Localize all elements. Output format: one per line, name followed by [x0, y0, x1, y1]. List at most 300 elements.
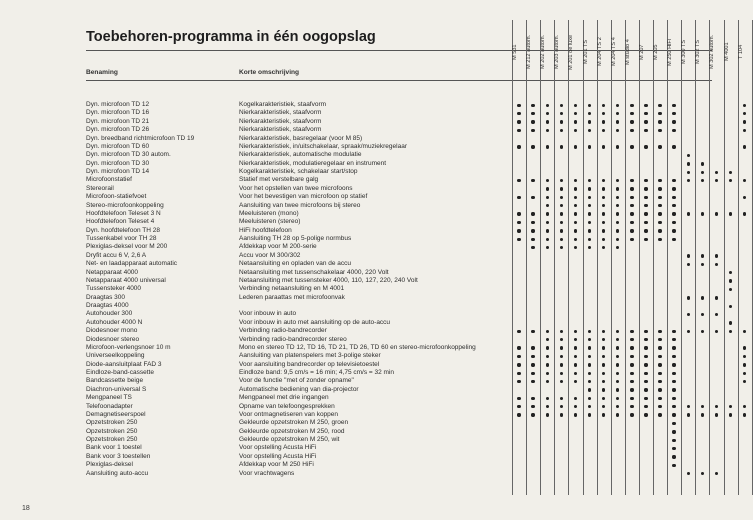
- compatibility-dot: [588, 179, 591, 182]
- compatibility-dot: [602, 380, 605, 383]
- compatibility-dot: [658, 112, 661, 115]
- compatibility-dot: [658, 120, 661, 123]
- compatibility-dot: [602, 120, 605, 123]
- accessory-description: HiFi hoofdtelefoon: [239, 226, 292, 234]
- compatibility-dot: [644, 380, 647, 383]
- compatibility-dot: [546, 397, 549, 400]
- compatibility-dot: [743, 104, 746, 107]
- table-row: [86, 126, 712, 134]
- accessory-description: Mengpaneel met drie ingangen: [239, 394, 329, 402]
- compatibility-dot: [574, 330, 577, 333]
- compatibility-dot: [729, 171, 732, 174]
- compatibility-dot: [531, 196, 534, 199]
- accessory-name: Dyn. microfoon TD 30: [86, 159, 150, 167]
- compatibility-dot: [616, 238, 619, 241]
- accessory-description: Voor ontmagnetiseren van koppen: [239, 410, 339, 418]
- compatibility-dot: [560, 212, 563, 215]
- compatibility-dot: [672, 187, 675, 190]
- accessory-description: Netaansluiting en opladen van de accu: [239, 260, 352, 268]
- accessory-description: Meeluisteren (stereo): [239, 218, 301, 226]
- compatibility-dot: [531, 238, 534, 241]
- accessory-name: Dyn. microfoon TD 14: [86, 168, 150, 175]
- compatibility-dot: [672, 388, 675, 391]
- compatibility-dot: [672, 363, 675, 366]
- compatibility-dot: [588, 129, 591, 132]
- compatibility-dot: [672, 355, 675, 358]
- compatibility-dot: [715, 296, 718, 299]
- table-row: [86, 260, 712, 268]
- compatibility-dot: [672, 196, 675, 199]
- accessory-description: Lederen paraattas met microfoonvak: [239, 293, 345, 301]
- compatibility-dot: [630, 363, 633, 366]
- compatibility-dot: [630, 179, 633, 182]
- table-row: [86, 419, 712, 427]
- compatibility-dot: [574, 120, 577, 123]
- compatibility-dot: [658, 238, 661, 241]
- compatibility-dot: [701, 413, 704, 416]
- compatibility-dot: [546, 187, 549, 190]
- accessory-description: Statief met verstelbare galg: [239, 176, 319, 184]
- compatibility-dot: [644, 129, 647, 132]
- compatibility-dot: [588, 397, 591, 400]
- accessory-name: Plexiglas-deksel voor M 200: [86, 243, 168, 251]
- compatibility-dot: [602, 104, 605, 107]
- compatibility-dot: [588, 112, 591, 115]
- model-header: M 201 TS: [582, 39, 589, 65]
- accessory-name: Autohouder 4000 N: [86, 318, 143, 326]
- table-row: [86, 428, 712, 436]
- compatibility-dot: [729, 405, 732, 408]
- table-row: [86, 461, 712, 469]
- compatibility-dot: [729, 271, 732, 274]
- compatibility-dot: [701, 263, 704, 266]
- compatibility-dot: [630, 187, 633, 190]
- table-row: [86, 176, 712, 184]
- compatibility-dot: [630, 129, 633, 132]
- accessory-description: Voor opstelling Acusta HiFi: [239, 452, 317, 460]
- compatibility-dot: [658, 355, 661, 358]
- compatibility-dot: [574, 145, 577, 148]
- compatibility-dot: [574, 238, 577, 241]
- compatibility-dot: [715, 313, 718, 316]
- compatibility-dot: [531, 120, 534, 123]
- accessory-description: Eindloze band: 9,5 cm/s = 16 min; 4,75 cm/s = 32 min: [239, 369, 394, 376]
- table-row: [86, 369, 712, 377]
- compatibility-dot: [517, 405, 520, 408]
- compatibility-dot: [588, 355, 591, 358]
- compatibility-dot: [560, 330, 563, 333]
- compatibility-dot: [602, 179, 605, 182]
- compatibility-dot: [602, 229, 605, 232]
- compatibility-dot: [588, 104, 591, 107]
- compatibility-dot: [574, 204, 577, 207]
- page-number: 18: [22, 505, 30, 512]
- accessory-name: Diode-aansluitplaat FAD 3: [86, 360, 162, 368]
- compatibility-dot: [687, 162, 690, 165]
- compatibility-dot: [658, 397, 661, 400]
- compatibility-dot: [531, 112, 534, 115]
- accessory-name: Eindloze-band-cassette: [86, 369, 154, 376]
- compatibility-dot: [560, 129, 563, 132]
- compatibility-dot: [687, 313, 690, 316]
- table-row: [86, 386, 712, 394]
- model-header: M 207: [638, 44, 645, 60]
- table-row: [86, 277, 712, 285]
- compatibility-dot: [644, 196, 647, 199]
- compatibility-dot: [588, 246, 591, 249]
- compatibility-dot: [531, 397, 534, 400]
- compatibility-dot: [546, 204, 549, 207]
- compatibility-dot: [560, 196, 563, 199]
- accessory-name: Aansluiting auto-accu: [86, 469, 149, 477]
- accessory-description: Kogelkarakteristiek, staafvorm: [239, 101, 327, 108]
- accessory-name: Universeelkoppeling: [86, 352, 145, 360]
- compatibility-dot: [743, 355, 746, 358]
- table-row: [86, 235, 712, 243]
- compatibility-dot: [672, 413, 675, 416]
- accessory-name: Demagnetiseerspoel: [86, 410, 146, 418]
- accessory-description: Verbinding radio-bandrecorder stereo: [239, 335, 347, 343]
- compatibility-dot: [560, 104, 563, 107]
- compatibility-dot: [743, 196, 746, 199]
- compatibility-dot: [517, 229, 520, 232]
- accessory-description: Verbinding radio-bandrecorder: [239, 327, 327, 335]
- accessory-name: Mengpaneel TS: [86, 394, 132, 402]
- compatibility-dot: [630, 238, 633, 241]
- compatibility-dot: [687, 254, 690, 257]
- accessory-description: Afdekkap voor M 250 HiFi: [239, 461, 314, 469]
- compatibility-dot: [672, 120, 675, 123]
- table-row: [86, 444, 712, 452]
- compatibility-dot: [588, 338, 591, 341]
- model-header: M 202 autom.: [540, 34, 547, 70]
- compatibility-dot: [658, 338, 661, 341]
- accessory-name: Opzetstroken 250: [86, 436, 138, 443]
- compatibility-dot: [517, 238, 520, 241]
- accessory-name: Dryfit accu 6 V, 2,6 A: [86, 251, 147, 259]
- compatibility-dot: [560, 187, 563, 190]
- compatibility-dot: [560, 221, 563, 224]
- model-header: M 300 TS: [681, 39, 688, 65]
- compatibility-dot: [560, 397, 563, 400]
- table-row: [86, 436, 712, 444]
- compatibility-dot: [546, 212, 549, 215]
- compatibility-dot: [672, 212, 675, 215]
- accessory-description: Aansluiting van platenspelers met 3-polige steker: [239, 352, 381, 360]
- compatibility-dot: [574, 346, 577, 349]
- accessory-name: Dyn. microfoon TD 60: [86, 142, 150, 150]
- table-row: [86, 344, 712, 352]
- accessory-name: Bank voor 3 toestellen: [86, 452, 151, 460]
- compatibility-dot: [574, 187, 577, 190]
- table-row: [86, 269, 712, 277]
- compatibility-dot: [630, 346, 633, 349]
- compatibility-dot: [644, 179, 647, 182]
- compatibility-dot: [729, 305, 732, 308]
- compatibility-dot: [658, 221, 661, 224]
- compatibility-dot: [574, 397, 577, 400]
- page-title: Toebehoren-programma in één oogopslag: [86, 29, 376, 45]
- compatibility-dot: [616, 346, 619, 349]
- accessory-description: Voor inbouw in auto met aansluiting op de auto-accu: [239, 318, 391, 326]
- accessory-name: Telefoonadapter: [86, 402, 133, 410]
- accessory-description: Nierkarakteristiek, modulatieregelaar en instrument: [239, 159, 387, 167]
- accessory-description: Nierkarakteristiek, staafvorm: [239, 117, 322, 125]
- table-row: [86, 411, 712, 419]
- model-header: M 203 autom.: [554, 34, 561, 70]
- compatibility-dot: [658, 104, 661, 107]
- table-row: [86, 252, 712, 260]
- compatibility-dot: [616, 405, 619, 408]
- compatibility-dot: [701, 330, 704, 333]
- compatibility-dot: [630, 229, 633, 232]
- compatibility-dot: [588, 229, 591, 232]
- table-row: [86, 403, 712, 411]
- table-row: [86, 185, 712, 193]
- compatibility-dot: [602, 346, 605, 349]
- model-header: M 250 HiFi: [667, 38, 674, 66]
- compatibility-dot: [531, 372, 534, 375]
- compatibility-dot: [729, 279, 732, 282]
- compatibility-dot: [715, 171, 718, 174]
- compatibility-dot: [672, 380, 675, 383]
- compatibility-dot: [743, 372, 746, 375]
- compatibility-dot: [644, 212, 647, 215]
- compatibility-dot: [560, 346, 563, 349]
- compatibility-dot: [560, 179, 563, 182]
- accessory-name: Dyn. breedband richtmicrofoon TD 19: [86, 134, 195, 142]
- compatibility-dot: [602, 129, 605, 132]
- accessory-name: Net- en laadapparaat automatic: [86, 260, 178, 268]
- compatibility-dot: [672, 204, 675, 207]
- accessory-description: Nierkarakteristiek, in/uitschakelaar, spraak/muziekregelaar: [239, 142, 407, 150]
- accessory-description: Voor vrachtwagens: [239, 469, 295, 477]
- compatibility-dot: [574, 413, 577, 416]
- table-row: [86, 168, 712, 176]
- model-header: M 204 TS 2: [596, 37, 603, 67]
- compatibility-dot: [574, 405, 577, 408]
- column-header-description: Korte omschrijving: [239, 69, 300, 76]
- compatibility-dot: [672, 455, 675, 458]
- accessory-name: Dyn. microfoon TD 12: [86, 101, 150, 108]
- compatibility-dot: [644, 112, 647, 115]
- accessory-description: Voor de functie "met of zonder opname": [239, 377, 354, 385]
- compatibility-dot: [574, 372, 577, 375]
- table-row: [86, 302, 712, 310]
- compatibility-dot: [602, 330, 605, 333]
- table-row: [86, 453, 712, 461]
- model-header: M 212 autom.: [526, 34, 533, 70]
- compatibility-dot: [517, 346, 520, 349]
- compatibility-dot: [531, 405, 534, 408]
- compatibility-dot: [644, 221, 647, 224]
- compatibility-dot: [644, 346, 647, 349]
- column-rule: [724, 20, 725, 495]
- table-row: [86, 109, 712, 117]
- accessory-description: Nierkarakteristiek, automatische modulatie: [239, 151, 362, 159]
- compatibility-dot: [630, 355, 633, 358]
- accessory-description: Accu voor M 300/302: [239, 251, 301, 259]
- compatibility-dot: [602, 405, 605, 408]
- compatibility-dot: [715, 179, 718, 182]
- compatibility-dot: [531, 129, 534, 132]
- compatibility-dot: [588, 363, 591, 366]
- accessory-description: Netaansluiting met tussenschakelaar 4000, 220 Volt: [239, 268, 389, 276]
- compatibility-dot: [672, 372, 675, 375]
- compatibility-dot: [644, 145, 647, 148]
- compatibility-dot: [658, 212, 661, 215]
- compatibility-dot: [630, 212, 633, 215]
- compatibility-dot: [687, 330, 690, 333]
- compatibility-dot: [602, 187, 605, 190]
- compatibility-dot: [616, 246, 619, 249]
- compatibility-dot: [687, 154, 690, 157]
- table-row: [86, 327, 712, 335]
- table-row: [86, 160, 712, 168]
- compatibility-dot: [729, 413, 732, 416]
- compatibility-dot: [701, 405, 704, 408]
- compatibility-dot: [560, 363, 563, 366]
- compatibility-dot: [546, 346, 549, 349]
- compatibility-dot: [743, 145, 746, 148]
- compatibility-dot: [616, 221, 619, 224]
- accessory-name: Microfoonstatief: [86, 176, 132, 184]
- compatibility-dot: [672, 129, 675, 132]
- compatibility-dot: [588, 120, 591, 123]
- compatibility-dot: [743, 330, 746, 333]
- compatibility-dot: [644, 405, 647, 408]
- compatibility-dot: [588, 372, 591, 375]
- compatibility-dot: [687, 413, 690, 416]
- table-row: [86, 243, 712, 251]
- compatibility-dot: [602, 246, 605, 249]
- compatibility-dot: [743, 405, 746, 408]
- compatibility-dot: [658, 179, 661, 182]
- compatibility-dot: [658, 204, 661, 207]
- compatibility-dot: [672, 330, 675, 333]
- accessory-description: Verbinding netaansluiting en M 4001: [239, 285, 345, 293]
- compatibility-dot: [644, 187, 647, 190]
- compatibility-dot: [630, 413, 633, 416]
- compatibility-dot: [672, 464, 675, 467]
- compatibility-dot: [729, 212, 732, 215]
- accessory-description: Netaansluiting met tussensteker 4000, 110, 127, 220, 240 Volt: [239, 276, 418, 284]
- compatibility-dot: [546, 120, 549, 123]
- compatibility-dot: [672, 430, 675, 433]
- compatibility-dot: [560, 112, 563, 115]
- compatibility-dot: [644, 413, 647, 416]
- compatibility-dot: [531, 104, 534, 107]
- compatibility-dot: [701, 313, 704, 316]
- compatibility-dot: [658, 129, 661, 132]
- compatibility-dot: [630, 104, 633, 107]
- compatibility-dot: [546, 330, 549, 333]
- compatibility-dot: [517, 196, 520, 199]
- accessory-name: Dyn. microfoon TD 21: [86, 117, 150, 125]
- accessory-name: Hoofdtelefoon Teleset 3 N: [86, 209, 161, 217]
- compatibility-dot: [517, 212, 520, 215]
- compatibility-dot: [531, 413, 534, 416]
- accessory-name: Opzetstroken 250: [86, 419, 138, 427]
- compatibility-dot: [658, 405, 661, 408]
- accessory-name: Dyn. microfoon TD 26: [86, 126, 150, 134]
- compatibility-dot: [574, 129, 577, 132]
- compatibility-dot: [616, 212, 619, 215]
- compatibility-dot: [517, 413, 520, 416]
- compatibility-dot: [616, 229, 619, 232]
- accessory-description: Nierkarakteristiek, staafvorm: [239, 109, 322, 117]
- accessory-name: Hoofdtelefoon Teleset 4: [86, 218, 155, 226]
- accessory-name: Netapparaat 4000: [86, 268, 139, 276]
- compatibility-dot: [687, 405, 690, 408]
- compatibility-dot: [574, 196, 577, 199]
- model-header: T 104: [737, 44, 744, 60]
- table-row: [86, 210, 712, 218]
- table-row: [86, 218, 712, 226]
- compatibility-dot: [630, 397, 633, 400]
- table-row: [86, 352, 712, 360]
- compatibility-dot: [672, 397, 675, 400]
- compatibility-dot: [715, 413, 718, 416]
- compatibility-dot: [588, 405, 591, 408]
- table-row: [86, 135, 712, 143]
- compatibility-dot: [588, 187, 591, 190]
- table-row: [86, 285, 712, 293]
- compatibility-dot: [517, 120, 520, 123]
- compatibility-dot: [546, 238, 549, 241]
- compatibility-dot: [602, 112, 605, 115]
- compatibility-dot: [658, 196, 661, 199]
- compatibility-dot: [743, 112, 746, 115]
- compatibility-dot: [687, 171, 690, 174]
- compatibility-dot: [672, 405, 675, 408]
- compatibility-dot: [658, 380, 661, 383]
- compatibility-dot: [644, 355, 647, 358]
- compatibility-dot: [616, 104, 619, 107]
- compatibility-dot: [701, 296, 704, 299]
- compatibility-dot: [644, 330, 647, 333]
- accessory-name: Dyn. microfoon TD 16: [86, 109, 150, 117]
- compatibility-dot: [630, 388, 633, 391]
- compatibility-dot: [630, 338, 633, 341]
- compatibility-dot: [715, 212, 718, 215]
- compatibility-dot: [602, 355, 605, 358]
- compatibility-dot: [616, 179, 619, 182]
- compatibility-dot: [644, 363, 647, 366]
- accessory-name: Dyn. microfoon TD 30 autom.: [86, 151, 171, 159]
- compatibility-dot: [560, 238, 563, 241]
- compatibility-dot: [644, 238, 647, 241]
- compatibility-dot: [630, 405, 633, 408]
- compatibility-dot: [560, 145, 563, 148]
- compatibility-dot: [701, 472, 704, 475]
- table-row: [86, 118, 712, 126]
- compatibility-dot: [687, 179, 690, 182]
- compatibility-dot: [616, 355, 619, 358]
- compatibility-dot: [630, 204, 633, 207]
- compatibility-dot: [602, 204, 605, 207]
- model-header: M studio 4: [624, 39, 631, 65]
- model-header: M 205: [653, 44, 659, 60]
- table-row: [86, 193, 712, 201]
- compatibility-dot: [560, 246, 563, 249]
- compatibility-dot: [588, 145, 591, 148]
- accessory-name: Draagtas 300: [86, 293, 126, 301]
- compatibility-dot: [672, 447, 675, 450]
- compatibility-dot: [658, 363, 661, 366]
- compatibility-dot: [588, 204, 591, 207]
- compatibility-dot: [658, 187, 661, 190]
